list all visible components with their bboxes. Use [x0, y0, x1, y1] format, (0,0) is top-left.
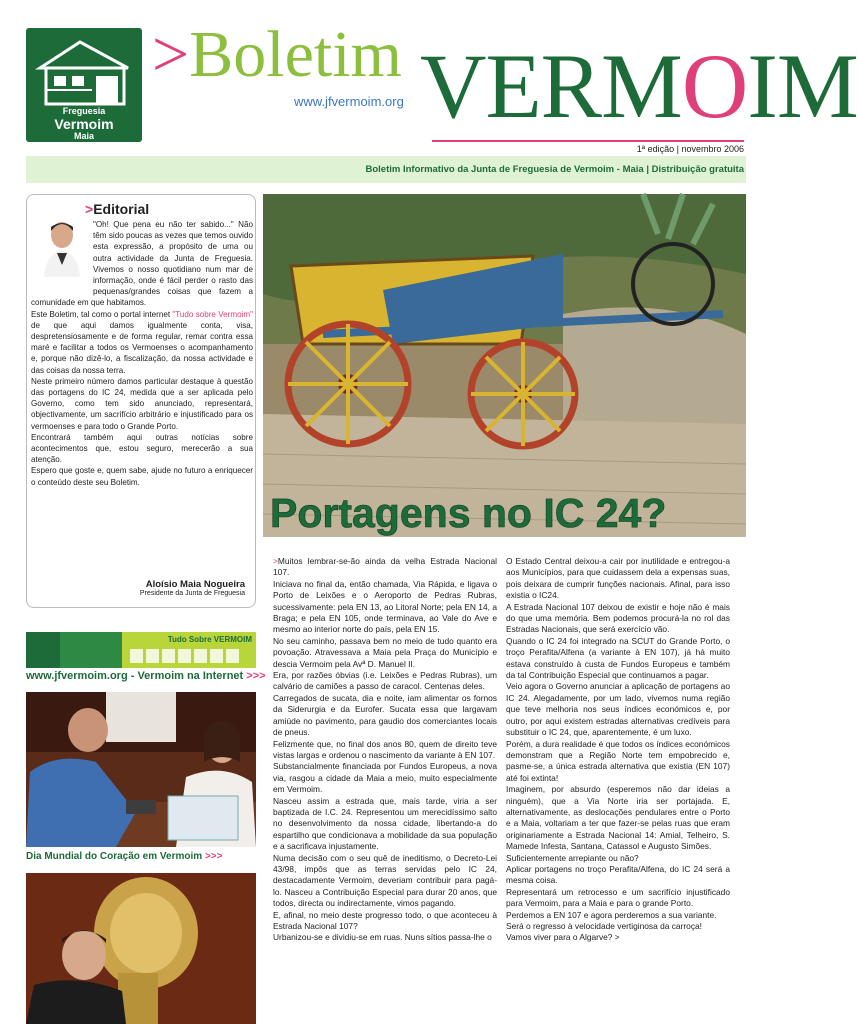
- article-c1-p2: Iniciava no final da, então chamada, Via Rápida, e ligava o Porto de Leixões e o Aeroporto de Pedras Rubras, sucessivamente: pela EN 13, ao Litoral Norte; pela EN 14, a Braga; e pela EN 105, onde terminava, ao Vale do Ave e mesmo ao interior norte do país, pela EN 15.: [273, 578, 497, 635]
- edition-info: 1ª edição | novembro 2006: [636, 144, 744, 154]
- subtitle-text: Boletim Informativo da Junta de Freguesia de Vermoim - Maia | Distribuição gratuita: [365, 164, 744, 175]
- article-c2-p11: Será o regresso à velocidade vertiginosa da carroça!: [506, 921, 702, 931]
- signature-name: Aloísio Maia Nogueira: [145, 579, 245, 590]
- heart-day-caption[interactable]: [26, 851, 222, 862]
- article-c2-p9: Representará um retrocesso e um sacrifício injustificado para Vermoim, para a Maia e para o grande Porto.: [506, 886, 730, 909]
- article-c2-p6: Imaginem, por absurdo (esperemos não dar ideias a ninguém), que a Via Norte iria ser portajada. E, alternativamente, as deslocações pendulares entre o Porto e a Maia, voltariam a ter que fazer-se pelas ruas que eram originariamente a Estrada Nacional 14: Amial, Telheiro, S. Mamede Infesta, Santana, Catassol e Augusto Simões.: [506, 784, 730, 852]
- subtitle-bar: [26, 156, 746, 183]
- vermoim-title: [420, 35, 858, 137]
- logo-text-vermoim: Vermoim: [54, 116, 114, 132]
- article-c2-p4: Veio agora o Governo anunciar a aplicação de portagens ao IC 24. Alegadamente, por um lado, vivemos numa região que teve melhoria nos seus índices económicos e, por outro, por aqui existem estradas alternativas credíveis para substituir o IC 24, que, aparentemente, é um luxo.: [506, 681, 730, 738]
- article-c2-p5: Porém, a dura realidade é que todos os índices económicos demonstram que a Região Norte tem empobrecido e, pasme-se, a única estrada alternativa que existia (EN 107) até foi extinta!: [506, 738, 730, 783]
- heart-day-caption-text: Dia Mundial do Coração em Vermoim: [26, 851, 203, 862]
- editorial-p2-end: de que aqui damos igualmente conta, visa, despretensiosamente e de forma regular, remar contra essa maré e facilitar a todos os Vermoenses o acompanhamento e, porque não dizê-lo, a fiscalização, da nossa actividade e das coisas da nossa terra.: [31, 320, 253, 375]
- editorial-paragraph-1: "Oh! Que pena eu não ter sabido..." Não têm sido poucas as vezes que temos ouvido esta expressão, a propósito de uma ou outra actividade da Junta de Freguesia. Vivemos o nosso quotidiano num mar de informação, onde é fácil perder o rasto das pequenas/grandes coisas que fazem a comunidade em que habitamos.: [31, 220, 253, 308]
- article-c1-p1: [273, 556, 497, 579]
- article-c2-p2: A Estrada Nacional 107 deixou de existir e hoje não é mais do que uma memória. Bem podemos procurá-la no rol das Estradas Nacionais, que será exercício vão.: [506, 601, 730, 635]
- heart-day-photo: [26, 692, 256, 847]
- banner-thumbnails: [130, 649, 242, 668]
- site-url[interactable]: www.jfvermoim.org: [294, 94, 404, 109]
- portrait-spacer: [31, 219, 93, 289]
- editorial-signature: [140, 579, 245, 597]
- article-c1-p11: Urbanizou-se e dividiu-se em ruas. Nuns sítios passa-lhe o: [273, 932, 492, 943]
- logo-text-maia: Maia: [73, 131, 94, 141]
- article-c1-p9: Numa decisão com o seu quê de ineditismo, o Decreto-Lei 43/98, impôs que as terras servidas pelo IC 24, destacadamente Vermoim, deveriam contribuir para pagá-lo. Nasceu a Contribuição Especial para durar 20 anos, que todos, directa ou indirectamente, vimos pagando.: [273, 852, 497, 909]
- title-underline: [432, 140, 744, 142]
- article-c2-p1: O Estado Central deixou-a cair por inutilidade e entregou-a aos Municípios, para que cuidassem dela a expensas suas, pois deixara de cumprir funções nacionais. Afinal, para isso existia o IC24.: [506, 556, 730, 601]
- house-logo-icon: [36, 38, 132, 106]
- logo-text-freguesia: Freguesia: [62, 106, 106, 116]
- tudo-sobre-vermoim-link[interactable]: "Tudo sobre Vermoim": [172, 309, 253, 319]
- banner-title: Tudo Sobre VERMOIM: [167, 635, 252, 644]
- signature-role: Presidente da Junta de Freguesia: [139, 590, 245, 597]
- article-c1-p7: Substancialmente financiada por Fundos Europeus, a nova via, rasgou a cidade da Maia a meio, muito especialmente em Vermoim.: [273, 761, 497, 795]
- cart-photo: [263, 194, 746, 537]
- title-im: IM: [747, 35, 858, 137]
- website-link[interactable]: [26, 670, 266, 682]
- website-link-text: www.jfvermoim.org - Vermoim na Internet: [26, 670, 244, 682]
- article-c2-p8: Aplicar portagens no troço Perafita/Alfena, do IC 24 será a mesma coisa.: [506, 863, 730, 886]
- editorial-heading-text: Editorial: [93, 201, 150, 217]
- title-o: O: [681, 35, 748, 137]
- banner-logo-icon: [26, 632, 60, 668]
- editorial-heading: [85, 201, 149, 217]
- musician-photo: [26, 873, 256, 1024]
- title-prefix: >: [152, 18, 190, 91]
- article-c2-p7: Suficientemente arrepiante ou não?: [506, 852, 639, 863]
- editorial-paragraph-3: Neste primeiro número damos particular destaque à questão das portagens do IC 24, medida que a ser aplicada pelo Governo, como tem sido anunciado, representará, objectivamente, um sacrifício arbitrário e injustificado para os vermoenses e para todo o Grande Porto.: [31, 376, 253, 431]
- editorial-box: [26, 194, 256, 608]
- tudo-sobre-vermoim-banner[interactable]: [26, 632, 256, 668]
- freguesia-logo: [26, 28, 142, 142]
- boletim-title: [152, 18, 402, 91]
- website-link-arrows: >>>: [246, 670, 266, 682]
- article-start-marker: >: [273, 556, 278, 566]
- article-column-1: [273, 556, 497, 944]
- heart-day-caption-arrows: >>>: [204, 851, 223, 862]
- editorial-p2-start: Este Boletim, tal como o portal internet: [31, 309, 173, 319]
- article-headline: Portagens no IC 24?: [270, 490, 667, 536]
- title-verm: VERM: [420, 35, 682, 137]
- article-c1-p5: Carregados de sucata, dia e noite, iam alimentar os fornos da Siderurgia e da Eurofer. Sucata essa que largavam amiúde no pavimento, para gaudio dos comerciantes locais de pneus.: [273, 692, 497, 738]
- editorial-paragraph-5: Espero que goste e, quem sabe, ajude no futuro a enriquecer o conteúdo deste seu Boletim.: [31, 466, 253, 487]
- editorial-paragraph-4: Encontrará também aqui outras notícias sobre acontecimentos que, estou seguro, merecerão a sua atenção.: [31, 432, 253, 465]
- article-c1-p6: Felizmente que, no final dos anos 80, quem de direito teve vistas largas e ordenou o nascimento da variante à EN 107.: [273, 738, 497, 760]
- article-c1-p4: Era, por razões óbvias (i.e. Leixões e Pedras Rubras), um calvário de camiões a passo de caracol. Centenas deles.: [273, 670, 497, 692]
- article-c2-p3: Quando o IC 24 foi integrado na SCUT do Grande Porto, o troço Perafita/Alfena (a variante à EN 107), já há muito estava construído à custa de Fundos Europeus e também da tal Contribuição Especial que continuamos a pagar.: [506, 635, 730, 681]
- editorial-marker: >: [85, 201, 94, 217]
- article-body: [273, 556, 745, 1024]
- article-c1-p10: E, afinal, no meio deste progresso todo, o que aconteceu à Estrada Nacional 107?: [273, 909, 497, 931]
- article-column-2: [506, 556, 730, 944]
- article-c2-p12: Vamos viver para o Algarve? >: [506, 932, 620, 943]
- editorial-paragraph-2: [31, 309, 253, 376]
- editorial-body: [31, 219, 253, 488]
- article-c1-p3: No seu caminho, passava bem no meio de tudo quanto era povoação. Atravessava a Maia pela Praça do Município e descia Vermoim pela Avª D. Manuel II.: [273, 635, 497, 669]
- title-boletim: Boletim: [189, 18, 402, 91]
- article-c1-p8: Nasceu assim a estrada que, mais tarde, viria a ser baptizada de I.C. 24. Representou um merecidíssimo salto no desenvolvimento da nossa cidade, libertando-a do espartilho que condicionava a mobilidade da sua população e a sacrificava injustamente.: [273, 795, 497, 852]
- article-c2-p10: Perdemos a EN 107 e agora perderemos a sua variante.: [506, 909, 717, 920]
- article-c1-p1-text: Muitos lembrar-se-ão ainda da velha Estrada Nacional 107.: [273, 556, 497, 578]
